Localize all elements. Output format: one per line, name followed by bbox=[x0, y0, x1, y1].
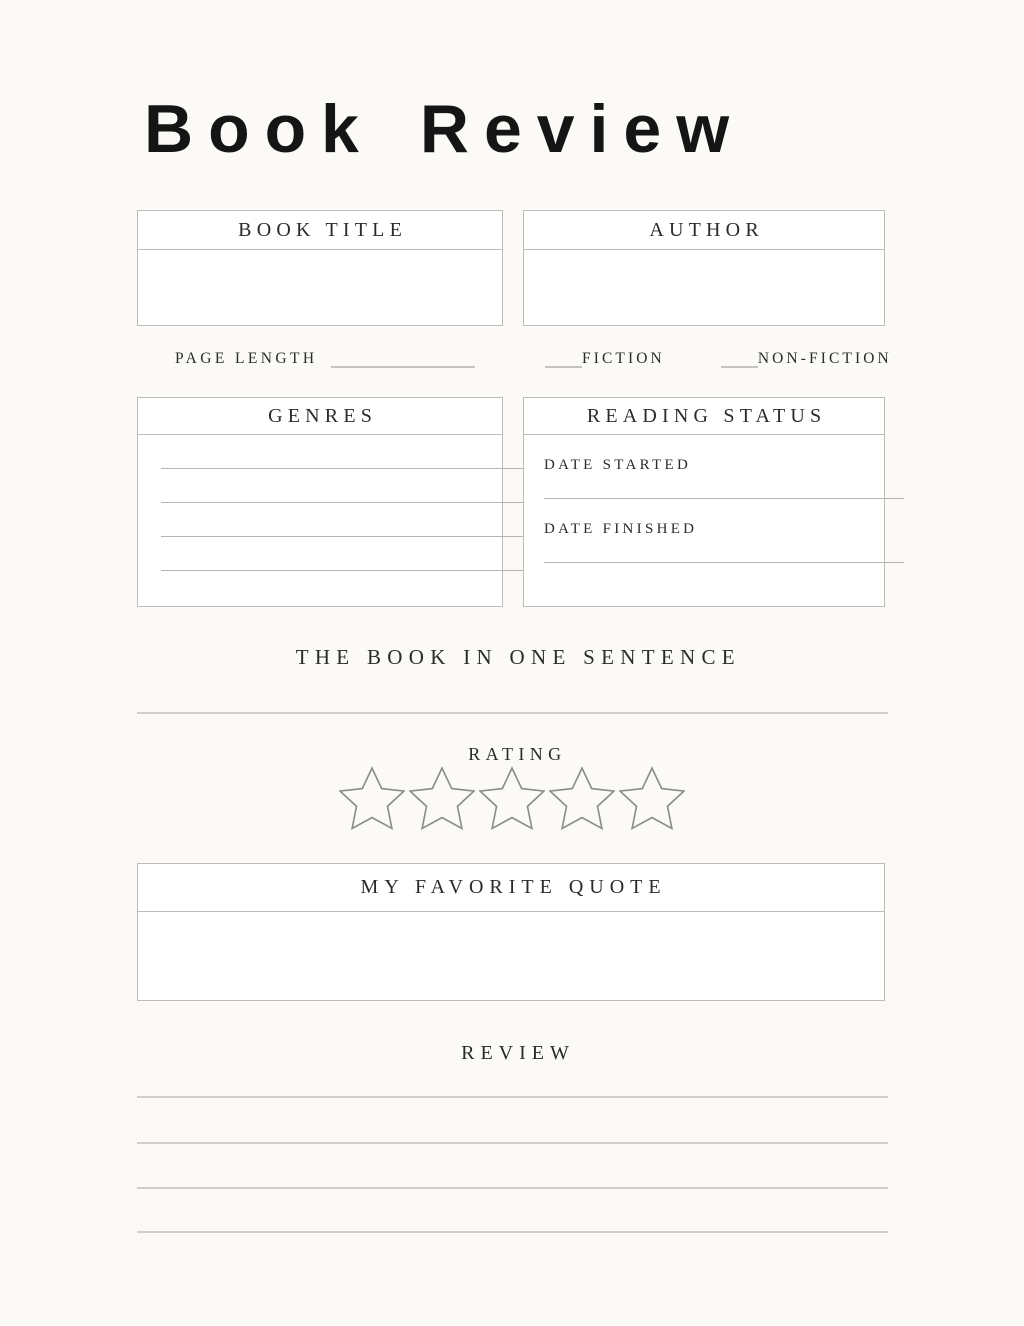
non-fiction-label: NON-FICTION bbox=[757, 350, 892, 367]
genre-line[interactable] bbox=[161, 536, 525, 537]
reading-status-label: READING STATUS bbox=[524, 398, 884, 435]
genres-box bbox=[137, 397, 503, 607]
page-length-input[interactable] bbox=[331, 348, 475, 368]
genres-body bbox=[138, 468, 548, 571]
star-icon[interactable] bbox=[479, 766, 545, 830]
date-finished-input[interactable] bbox=[544, 562, 904, 563]
star-icon[interactable] bbox=[549, 766, 615, 830]
reading-status-body bbox=[524, 457, 924, 563]
author-box bbox=[523, 210, 885, 326]
favorite-quote-box bbox=[137, 863, 885, 1001]
rating-heading: RATING bbox=[468, 744, 567, 764]
review-line[interactable] bbox=[137, 1142, 888, 1144]
book-title-box bbox=[137, 210, 503, 326]
fiction-checkbox[interactable] bbox=[545, 348, 582, 368]
genres-label: GENRES bbox=[138, 398, 502, 435]
review-line[interactable] bbox=[137, 1096, 888, 1098]
format-row bbox=[545, 348, 892, 368]
book-title-input[interactable] bbox=[138, 250, 502, 326]
fiction-label: FICTION bbox=[582, 350, 665, 367]
non-fiction-checkbox[interactable] bbox=[721, 348, 758, 368]
favorite-quote-label: MY FAVORITE QUOTE bbox=[138, 864, 884, 912]
star-icon[interactable] bbox=[409, 766, 475, 830]
author-label: AUTHOR bbox=[524, 211, 884, 250]
rating-stars bbox=[0, 766, 1024, 830]
page-length-label: PAGE LENGTH bbox=[175, 350, 318, 367]
favorite-quote-input[interactable] bbox=[138, 912, 884, 1001]
date-started-label: DATE STARTED bbox=[544, 457, 692, 473]
review-heading: REVIEW bbox=[461, 1042, 575, 1064]
review-line[interactable] bbox=[137, 1187, 888, 1189]
one-sentence-input[interactable] bbox=[137, 712, 888, 714]
genre-line[interactable] bbox=[161, 468, 525, 469]
date-started-input[interactable] bbox=[544, 498, 904, 499]
date-finished-label: DATE FINISHED bbox=[544, 521, 698, 537]
reading-status-box bbox=[523, 397, 885, 607]
review-line[interactable] bbox=[137, 1231, 888, 1233]
star-icon[interactable] bbox=[619, 766, 685, 830]
genre-line[interactable] bbox=[161, 502, 525, 503]
one-sentence-heading: THE BOOK IN ONE SENTENCE bbox=[295, 645, 741, 669]
genre-line[interactable] bbox=[161, 570, 525, 571]
page-title: Book Review bbox=[144, 91, 745, 167]
star-icon[interactable] bbox=[339, 766, 405, 830]
book-title-label: BOOK TITLE bbox=[138, 211, 502, 250]
author-input[interactable] bbox=[524, 250, 884, 326]
page-length-row bbox=[175, 348, 475, 368]
